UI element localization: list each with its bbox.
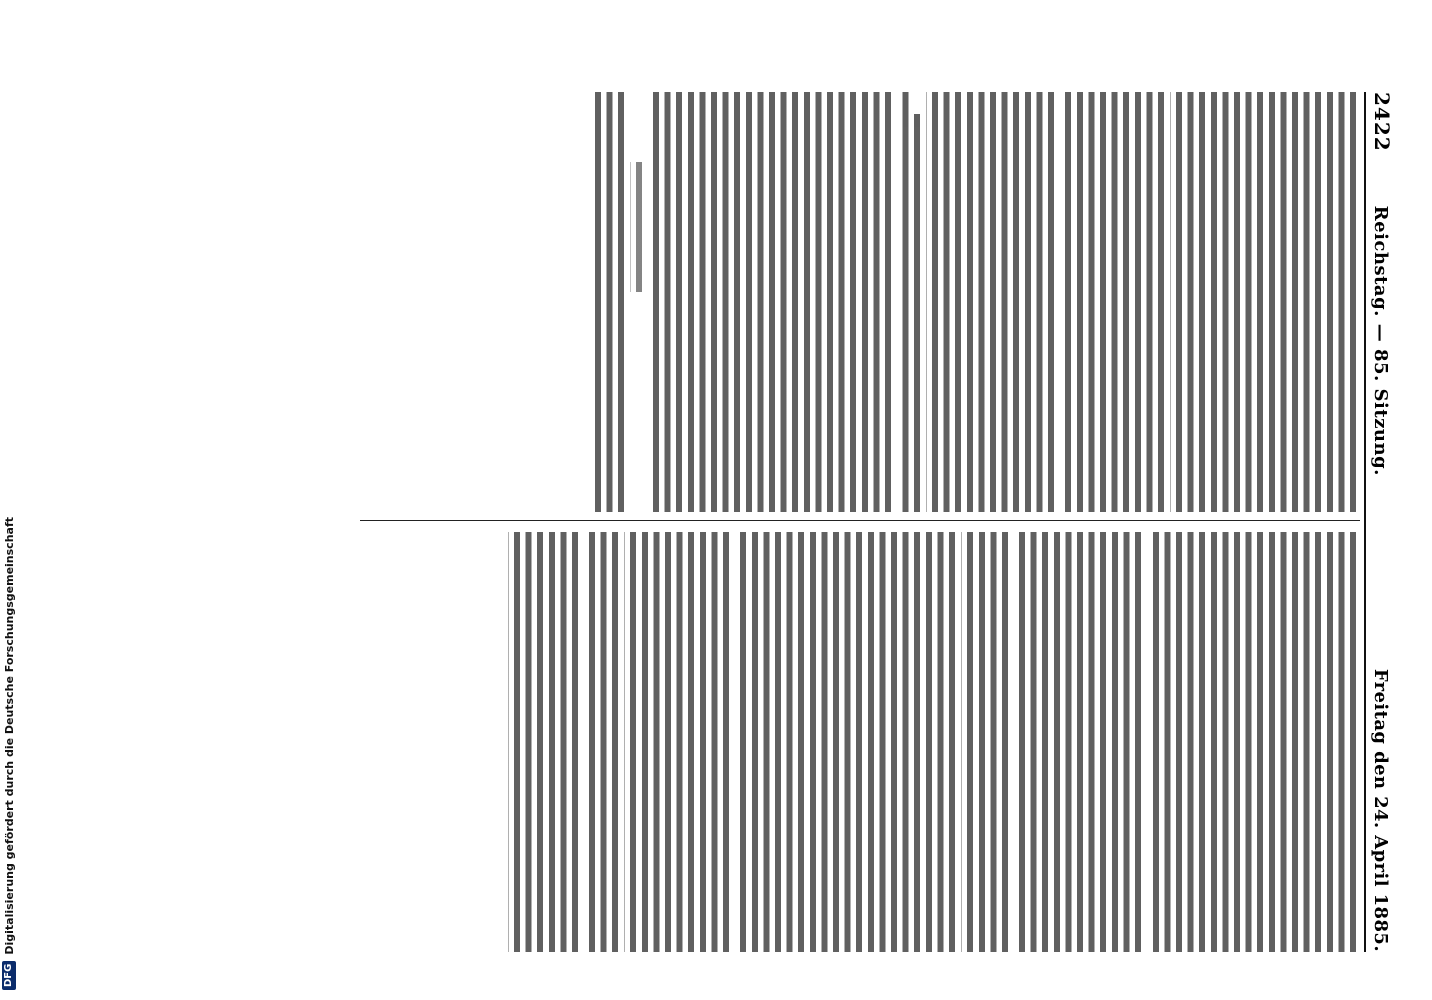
body-paragraph — [589, 92, 624, 512]
speaker-intro-paragraph — [897, 92, 920, 512]
digitization-caption: Digitalisierung gefördert durch die Deutsche Forschungsgemeinschaft — [2, 516, 16, 955]
body-paragraph — [926, 92, 1054, 512]
dfg-logo: DFG — [2, 961, 16, 990]
body-paragraph — [584, 532, 619, 952]
running-header — [1368, 92, 1394, 952]
header-rule — [1364, 92, 1366, 952]
running-title: Reichstag. — 85. Sitzung. — [1370, 205, 1391, 476]
body-paragraph — [1060, 92, 1164, 512]
body-paragraph — [1014, 532, 1142, 952]
text-column-right — [360, 532, 1360, 952]
text-column-left — [360, 92, 1360, 512]
body-paragraph — [961, 532, 1007, 952]
body-paragraph — [1147, 532, 1356, 952]
body-paragraph — [648, 92, 892, 512]
body-paragraph — [624, 532, 728, 952]
body-paragraph — [735, 532, 955, 952]
body-paragraph — [1170, 92, 1356, 512]
column-divider — [360, 520, 1360, 521]
stage-direction — [630, 162, 642, 292]
sitting-date: Freitag den 24. April 1885. — [1370, 668, 1391, 952]
body-paragraph — [508, 532, 578, 952]
page-number: 2422 — [1370, 92, 1394, 152]
digitization-sidebar — [0, 0, 18, 1000]
